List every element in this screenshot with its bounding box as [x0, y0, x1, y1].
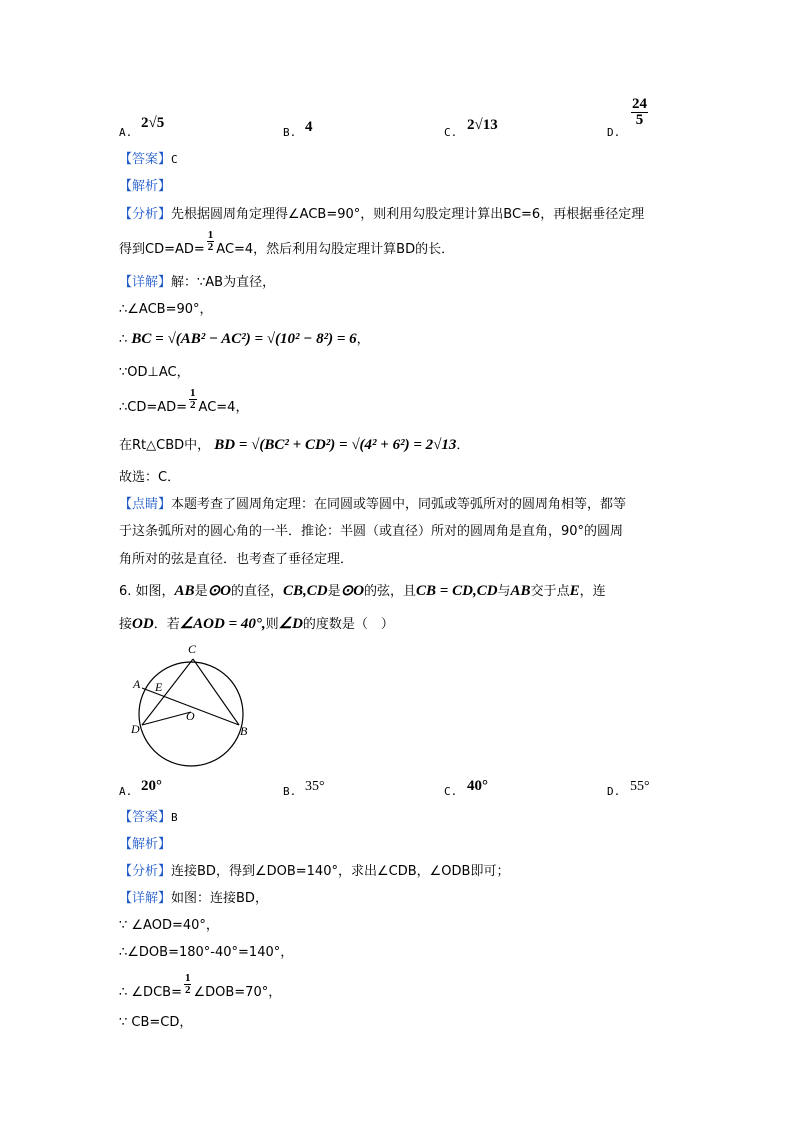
- q5-answer-line: [119, 148, 178, 167]
- q6-option-a-value: 20°: [141, 778, 162, 794]
- q6-chord: 的弦，且: [364, 584, 417, 599]
- q6-ab: AB: [174, 583, 195, 599]
- q5-line5a: ∴CD=AD=: [119, 400, 188, 415]
- q5-line5b: AC=4，: [198, 400, 249, 415]
- q5-line3: [119, 328, 370, 348]
- therefore-symbol: ∴: [119, 332, 128, 347]
- q6-label-b: B: [240, 724, 248, 738]
- q6-line4: [119, 972, 282, 1004]
- q6-stem-line2: [119, 613, 394, 633]
- q6-stem-line1: [119, 580, 606, 600]
- q5-line3-comma: ，: [356, 332, 370, 347]
- q6-option-c-letter: C.: [444, 785, 458, 798]
- q6-half-fraction: [184, 973, 192, 996]
- half-numerator: 1: [207, 229, 214, 241]
- q5-half-fraction-2: [189, 388, 197, 411]
- q6-line4b: ∠DOB=70°，: [193, 985, 282, 1000]
- q6-segment-od: [142, 712, 191, 725]
- q5-fenxi-tag: 【分析】: [119, 207, 172, 222]
- q6-label-e: E: [155, 680, 163, 694]
- q5-line2: ∴∠ACB=90°，: [119, 302, 213, 317]
- q6-options: [0, 775, 794, 805]
- q6-answer-tag: 【答案】: [119, 810, 172, 825]
- q6-angle-aod: ∠AOD = 40°,: [179, 616, 266, 632]
- q6-with: 与: [497, 584, 511, 599]
- q6-then: 则: [265, 617, 279, 632]
- q6-option-d-letter: D.: [607, 785, 621, 798]
- q5-line7: 故选：C．: [119, 470, 181, 485]
- q6-connect-2: 接: [119, 617, 133, 632]
- q6-option-a-letter: A.: [119, 785, 133, 798]
- q6-degree-question: 的度数是（ ）: [302, 617, 394, 632]
- q5-xiangjie-text1: 解：∵AB为直径，: [171, 275, 276, 290]
- q6-answer-line: [119, 806, 178, 825]
- q5-option-d-letter: D.: [607, 126, 621, 139]
- q5-answer-tag: 【答案】: [119, 152, 172, 167]
- q5-fenxi-line1: [119, 203, 644, 222]
- q6-xiangjie-line1: [119, 887, 268, 906]
- half-denominator: 2: [184, 984, 191, 996]
- q5-dianjing-text1: 本题考查了圆周角定理：在同圆或等圆中，同弧或等弧所对的圆周角相等，都等: [171, 497, 627, 512]
- q6-line4a: ∴ ∠DCB=: [119, 985, 182, 1000]
- q5-analysis-tag: 【解析】: [119, 179, 172, 194]
- q6-line3: ∴∠DOB=180°-40°=140°，: [119, 945, 294, 960]
- q5-fenxi-text2b: AC=4，然后利用勾股定理计算BD的长．: [216, 242, 455, 257]
- q6-option-c-value: 40°: [467, 778, 488, 794]
- q5-dianjing-tag: 【点睛】: [119, 497, 172, 512]
- q6-line2: ∵ ∠AOD=40°，: [119, 918, 219, 933]
- q6-od: OD: [132, 616, 154, 632]
- q5-option-d-numerator: 24: [632, 96, 647, 112]
- q6-xiangjie-tag: 【详解】: [119, 891, 172, 906]
- q5-bd-formula: BD = √(BC² + CD²) = √(4² + 6²) = 2√13: [214, 437, 457, 453]
- half-denominator: 2: [207, 241, 214, 253]
- q6-is: 是: [194, 584, 208, 599]
- q5-fenxi-text2a: 得到CD=AD=: [119, 242, 205, 257]
- q6-ab-2: AB: [510, 583, 531, 599]
- q6-circle-o: ⊙O: [207, 583, 231, 599]
- half-numerator: 1: [184, 972, 191, 984]
- half-numerator: 1: [190, 387, 196, 399]
- q5-half-fraction: [207, 230, 215, 253]
- q6-eq: CB = CD,CD: [416, 583, 498, 599]
- q6-label-o: O: [186, 709, 195, 723]
- q6-meet: 交于点: [530, 584, 570, 599]
- q5-option-b-value: 4: [305, 119, 313, 135]
- q6-analysis-tag: 【解析】: [119, 837, 172, 852]
- q5-dianjing-line3: 角所对的弦是直径．也考查了垂径定理．: [119, 552, 354, 567]
- q6-fenxi-tag: 【分析】: [119, 864, 172, 879]
- q6-line5: ∵ CB=CD，: [119, 1015, 193, 1030]
- q6-cb-cd: CB,CD: [283, 583, 328, 599]
- q6-number: 6. 如图，: [119, 584, 175, 599]
- q5-option-b-letter: B.: [283, 126, 297, 139]
- q6-option-b-value: 35°: [305, 779, 325, 794]
- q5-option-a-value: 2√5: [141, 115, 165, 131]
- q5-line6-post: ．: [456, 438, 470, 453]
- q6-xiangjie-text1: 如图：连接BD，: [171, 891, 268, 906]
- q6-angle-d: ∠D: [278, 616, 303, 632]
- q6-label-a: A: [133, 677, 141, 691]
- q5-line6: [119, 434, 469, 454]
- q6-is-2: 是: [327, 584, 341, 599]
- q5-option-c-letter: C.: [444, 126, 458, 139]
- q5-option-d-fraction: [631, 97, 648, 128]
- q5-line6-pre: 在Rt△CBD中，: [119, 438, 211, 453]
- half-denominator: 2: [190, 399, 196, 411]
- q5-option-d-denominator: 5: [635, 112, 644, 128]
- q6-circle-o-2: ⊙O: [340, 583, 365, 599]
- q6-option-b-letter: B.: [283, 785, 297, 798]
- q6-e: E: [569, 583, 580, 599]
- q5-dianjing-line1: [119, 493, 626, 512]
- q6-option-d-value: 55°: [630, 779, 650, 794]
- q5-line5: [119, 387, 249, 419]
- q6-answer-value: B: [171, 811, 178, 824]
- q6-circle-figure: [125, 640, 260, 770]
- q5-fenxi-text1: 先根据圆周角定理得∠ACB=90°，则利用勾股定理计算出BC=6，再根据垂径定理: [171, 207, 645, 222]
- q5-fenxi-line2: [119, 229, 455, 261]
- q5-line4: ∵OD⊥AC，: [119, 365, 190, 380]
- q5-xiangjie-tag: 【详解】: [119, 275, 172, 290]
- q6-fenxi-line: [119, 860, 509, 879]
- q5-xiangjie-line1: [119, 271, 275, 290]
- q6-connect: ，连: [579, 584, 606, 599]
- q6-label-c: C: [188, 642, 197, 656]
- q5-dianjing-line2: 于这条弧所对的圆心角的一半．推论：半圆（或直径）所对的圆周角是直角，90°的圆周: [119, 524, 624, 539]
- q6-diameter: 的直径，: [230, 584, 283, 599]
- q6-if: ．若: [153, 617, 180, 632]
- q5-answer-value: C: [171, 153, 178, 166]
- q6-fenxi-text: 连接BD，得到∠DOB=140°，求出∠CDB，∠ODB即可；: [171, 864, 510, 879]
- q5-option-c-value: 2√13: [467, 117, 498, 133]
- q5-bc-formula: BC = √(AB² − AC²) = √(10² − 8²) = 6: [131, 331, 357, 347]
- q5-option-a-letter: A.: [119, 126, 133, 139]
- q5-options: [0, 0, 794, 140]
- q6-label-d: D: [131, 722, 140, 736]
